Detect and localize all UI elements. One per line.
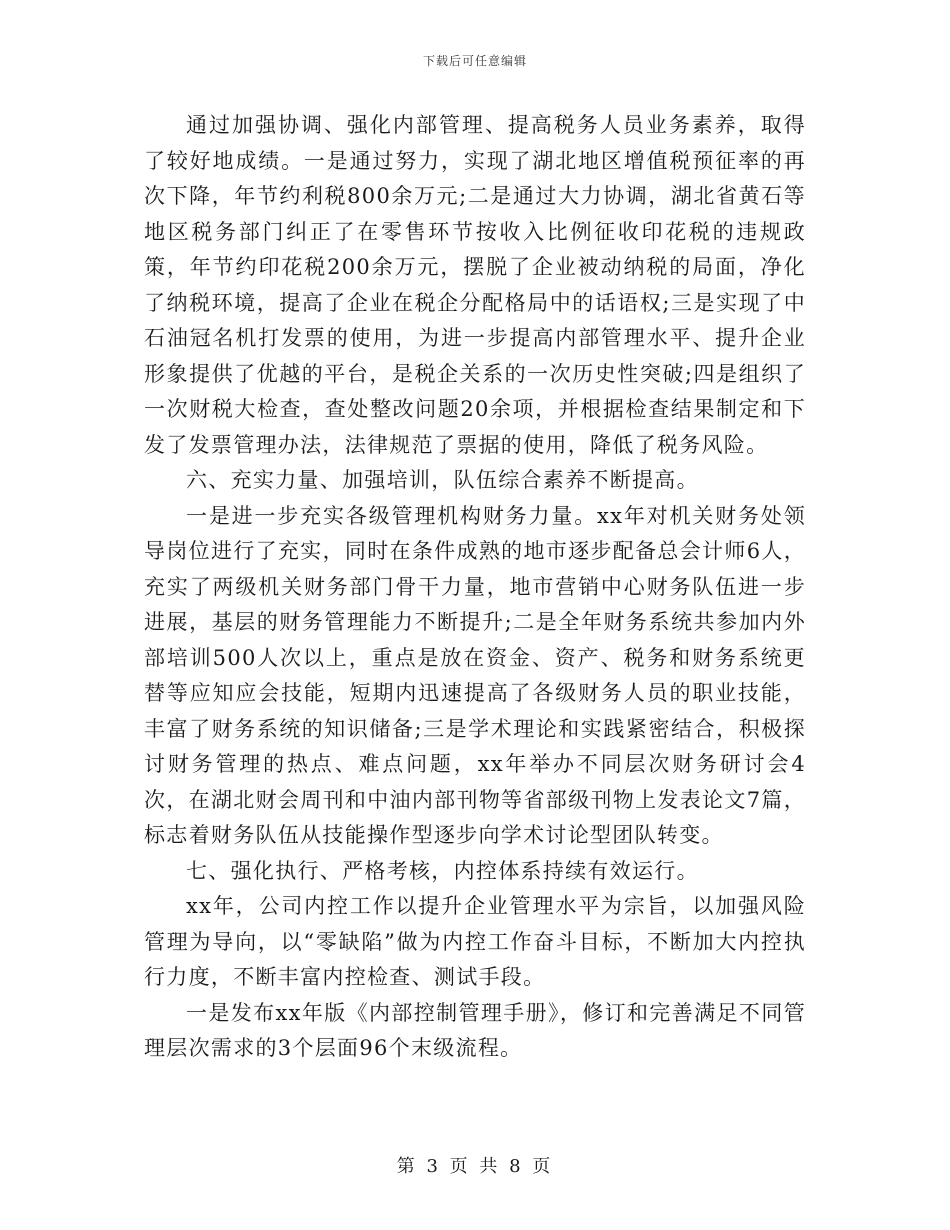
paragraph-internal-control: xx年，公司内控工作以提升企业管理水平为宗旨，以加强风险管理为导向，以“零缺陷”做为内控工作奋斗目标，不断加大内控执行力度，不断丰富内控检查、测试手段。 [144, 894, 806, 989]
section-heading-7: 七、强化执行、严格考核，内控体系持续有效运行。 [186, 858, 699, 883]
page-number-footer: 第 3 页 共 8 页 [396, 1156, 554, 1177]
paragraph-team-building: 一是进一步充实各级管理机构财务力量。xx年对机关财务处领导岗位进行了充实，同时在条件成熟的地市逐步配备总会计师6人，充实了两级机关财务部门骨干力量，地市营销中心财务队伍进一步进展，基层的财务管理能力不断提升;二是全年财务系统共参加内外部培训500人次以上，重点是放在资金、资产、税务和财务系统更替等应知应会技能，短期内迅速提高了各级财务人员的职业技能，丰富了财务系统的知识储备;三是学术理论和实践紧密结合，积极探讨财务管理的热点、难点问题，xx年举办不同层次财务研讨会4次，在湖北财会周刊和中油内部刊物等省部级刊物上发表论文7篇，标志着财务队伍从技能操作型逐步向学术讨论型团队转变。 [144, 503, 806, 847]
page-header: 下载后可任意编辑 [422, 54, 527, 68]
paragraph-tax-achievements: 通过加强协调、强化内部管理、提高税务人员业务素养，取得了较好地成绩。一是通过努力，实现了湖北地区增值税预征率的再次下降，年节约利税800余万元;二是通过大力协调，湖北省黄石等地区税务部门纠正了在零售环节按收入比例征收印花税的违规政策，年节约印花税200余万元，摆脱了企业被动纳税的局面，净化了纳税环境，提高了企业在税企分配格局中的话语权;三是实现了中石油冠名机打发票的使用，为进一步提高内部管理水平、提升企业形象提供了优越的平台，是税企关系的一次历史性突破;四是组织了一次财税大检查，查处整改问题20余项，并根据检查结果制定和下发了发票管理办法，法律规范了票据的使用，降低了税务风险。 [144, 113, 806, 457]
paragraph-control-manual: 一是发布xx年版《内部控制管理手册》，修订和完善满足不同管理层次需求的3个层面96个末级流程。 [144, 1000, 806, 1060]
document-body [144, 108, 806, 1067]
section-heading-6: 六、充实力量、加强培训，队伍综合素养不断提高。 [186, 468, 699, 492]
